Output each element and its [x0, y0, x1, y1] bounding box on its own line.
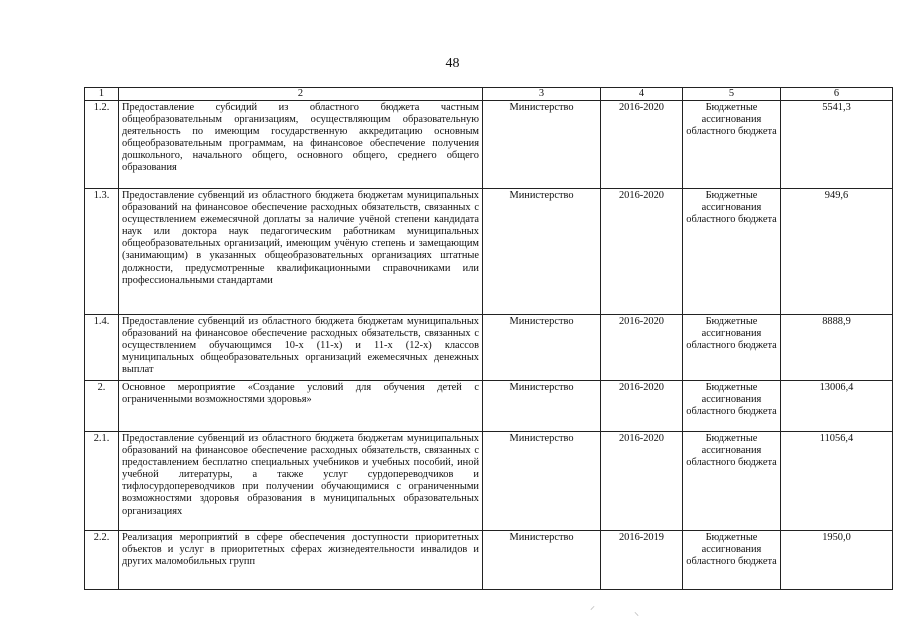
- row-amount: 8888,9: [781, 315, 893, 381]
- row-number: 2.1.: [85, 432, 119, 531]
- header-cell: 4: [601, 88, 683, 101]
- row-funding-source: Бюджетные ассигнования областного бюджета: [683, 381, 781, 432]
- header-row: [85, 88, 893, 101]
- row-funding-source: Бюджетные ассигнования областного бюджета: [683, 101, 781, 189]
- row-executor: Министерство: [483, 189, 601, 315]
- row-amount: 5541,3: [781, 101, 893, 189]
- row-amount: 11056,4: [781, 432, 893, 531]
- row-executor: Министерство: [483, 531, 601, 590]
- row-period: 2016-2020: [601, 189, 683, 315]
- program-activities-table: [84, 87, 893, 590]
- row-number: 1.3.: [85, 189, 119, 315]
- table-row: [85, 189, 893, 315]
- table-row: [85, 531, 893, 590]
- row-executor: Министерство: [483, 432, 601, 531]
- header-cell: 1: [85, 88, 119, 101]
- table-row: [85, 432, 893, 531]
- scan-speck: ⸜: [634, 607, 639, 618]
- row-executor: Министерство: [483, 381, 601, 432]
- row-funding-source: Бюджетные ассигнования областного бюджета: [683, 432, 781, 531]
- row-amount: 13006,4: [781, 381, 893, 432]
- row-number: 1.4.: [85, 315, 119, 381]
- row-period: 2016-2020: [601, 432, 683, 531]
- header-cell: 5: [683, 88, 781, 101]
- table-row: [85, 315, 893, 381]
- scan-speck: ⸝: [590, 601, 595, 612]
- row-description: Предоставление субвенций из областного бюджета бюджетам муниципальных образований на финансовое обеспечение расходных обязательств, связанных с осуществлением ежемесячной доплаты за наличие учёной степени кандидата наук или доктора наук педагогическим работникам муниципальных общеобразовательных организаций, имеющим учёную степень и замещающим (занимающим) в указанных общеобразовательных организациях штатные должности, предусмотренные квалификационными справочниками или профессиональными стандартами: [119, 189, 483, 315]
- row-period: 2016-2020: [601, 381, 683, 432]
- header-cell: 2: [119, 88, 483, 101]
- row-period: 2016-2020: [601, 101, 683, 189]
- row-description: Предоставление субсидий из областного бюджета частным общеобразовательным организациям, осуществляющим образовательную деятельность по имеющим государственную аккредитацию основным общеобразовательным программам, на финансовое обеспечение получения дошкольного, начального общего, основного общего, среднего общего образования: [119, 101, 483, 189]
- header-cell: 6: [781, 88, 893, 101]
- row-description: Предоставление субвенций из областного бюджета бюджетам муниципальных образований на финансовое обеспечение расходных обязательств, связанных с осуществлением обучающимся 10-х (11-х) и 11-х (12-х) классов муниципальных общеобразовательных организаций ежемесячных денежных выплат: [119, 315, 483, 381]
- row-amount: 1950,0: [781, 531, 893, 590]
- page-number: 48: [445, 56, 460, 71]
- row-funding-source: Бюджетные ассигнования областного бюджета: [683, 531, 781, 590]
- row-description: Предоставление субвенций из областного бюджета бюджетам муниципальных образований на финансовое обеспечение расходных обязательств, связанных с предоставлением бесплатно специальных учебников и учебных пособий, иной учебной литературы, а также услуг сурдопереводчиков и тифлосурдопереводчиков при получении обучающимися с ограниченными возможностями здоровья образования в муниципальных образовательных организациях: [119, 432, 483, 531]
- row-description: Реализация мероприятий в сфере обеспечения доступности приоритетных объектов и услуг в приоритетных сферах жизнедеятельности инвалидов и других маломобильных групп: [119, 531, 483, 590]
- row-amount: 949,6: [781, 189, 893, 315]
- row-executor: Министерство: [483, 315, 601, 381]
- row-number: 1.2.: [85, 101, 119, 189]
- row-number: 2.: [85, 381, 119, 432]
- row-number: 2.2.: [85, 531, 119, 590]
- row-period: 2016-2020: [601, 315, 683, 381]
- table-row: [85, 381, 893, 432]
- row-description: Основное мероприятие «Создание условий для обучения детей с ограниченными возможностями здоровья»: [119, 381, 483, 432]
- row-funding-source: Бюджетные ассигнования областного бюджета: [683, 189, 781, 315]
- row-funding-source: Бюджетные ассигнования областного бюджета: [683, 315, 781, 381]
- header-cell: 3: [483, 88, 601, 101]
- table-row: [85, 101, 893, 189]
- row-executor: Министерство: [483, 101, 601, 189]
- row-period: 2016-2019: [601, 531, 683, 590]
